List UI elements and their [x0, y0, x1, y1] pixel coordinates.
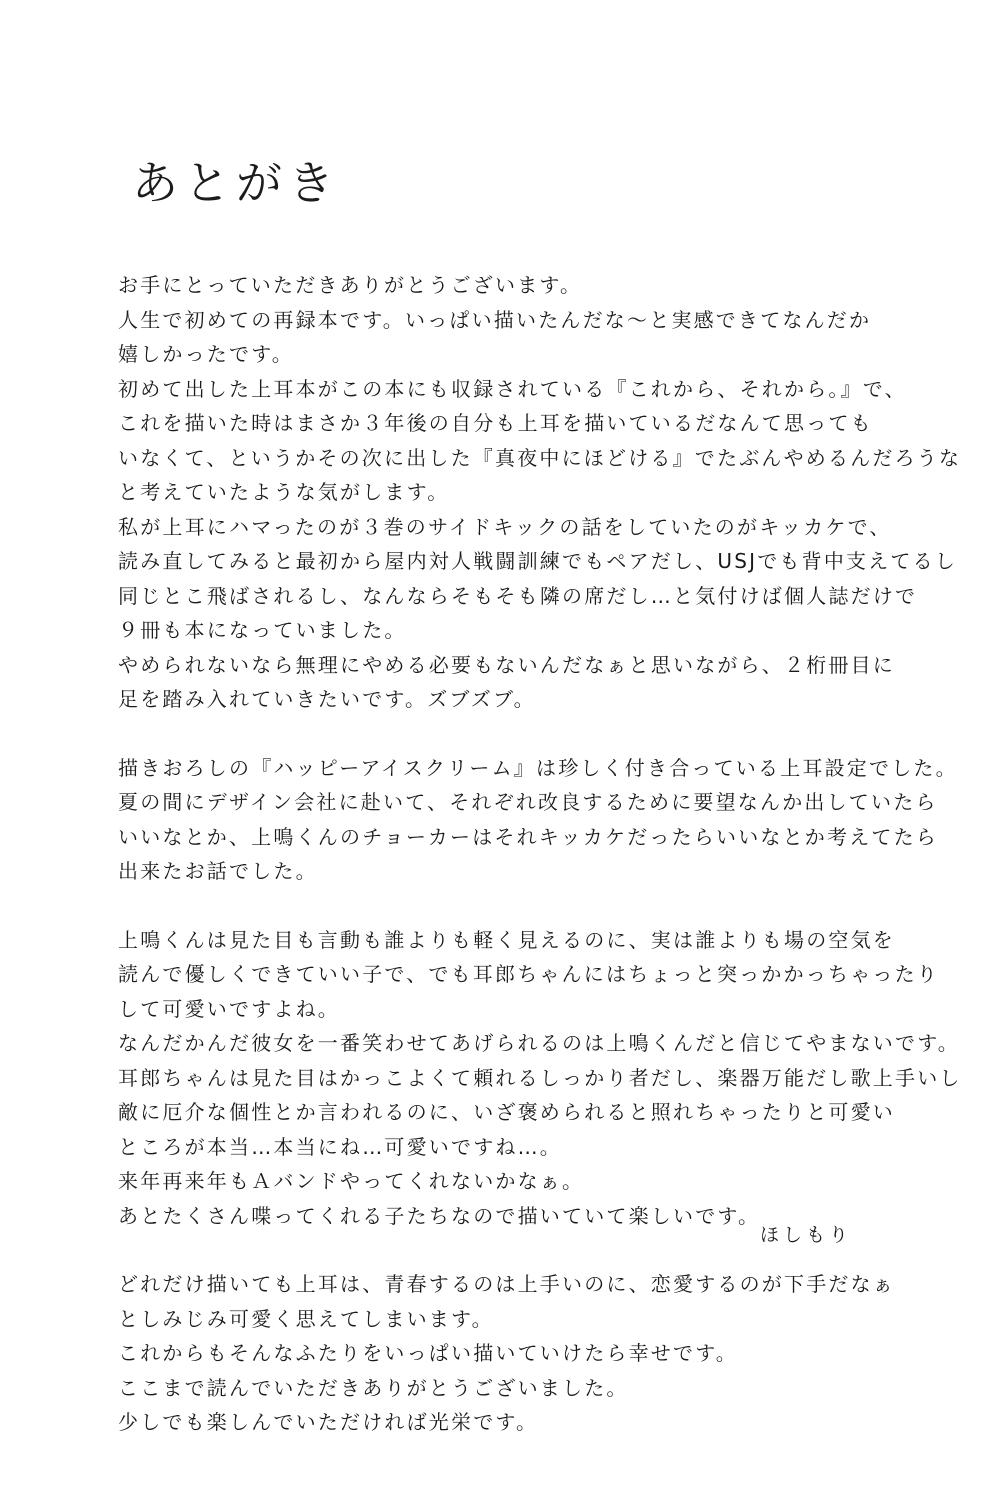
text-line: 同じとこ飛ばされるし、なんならそもそも隣の席だし…と気付けば個人誌だけで	[118, 583, 918, 608]
text-line: ところが本当…本当にね…可愛いですね…。	[118, 1134, 562, 1159]
text-line: 嬉しかったです。	[118, 342, 294, 366]
author-signature: ほしもり	[760, 1224, 853, 1246]
text-line: あとたくさん喋ってくれる子たちなので描いていて楽しいです。	[118, 1203, 761, 1228]
text-line: 読んで優しくできていい子で、でも耳郎ちゃんにはちょっと突っかかっちゃったり	[118, 962, 939, 986]
text-line: 人生で初めての再録本です。いっぱい描いたんだな〜と実感できてなんだか	[118, 307, 872, 332]
text-line: 描きおろしの『ハッピーアイスクリーム』は珍しく付き合っている上耳設定でした。	[118, 755, 958, 780]
text-line: なんだかんだ彼女を一番笑わせてあげられるのは上鳴くんだと信じてやまないです。	[118, 1031, 960, 1055]
text-line: 敵に厄介な個性とか言われるのに、いざ褒められると照れちゃったりと可愛い	[118, 1100, 895, 1124]
text-line: 初めて出した上耳本がこの本にも収録されている『これから、それから。』で、	[118, 376, 907, 401]
text-line: 少しでも楽しんでいただければ光栄です。	[118, 1410, 539, 1434]
text-line: お手にとっていただきありがとうございます。	[118, 273, 583, 297]
paragraph-4	[118, 1267, 895, 1440]
paragraph-2	[118, 751, 958, 889]
text-line: して可愛いですよね。	[118, 996, 340, 1021]
paragraph-1	[118, 268, 962, 717]
text-line: これを描いた時はまさか３年後の自分も上耳を描いているだなんて思っても	[118, 411, 873, 435]
text-line: 上鳴くんは見た目も言動も誰よりも軽く見えるのに、実は誰よりも場の空気を	[118, 927, 895, 952]
text-line: 私が上耳にハマったのが３巻のサイドキックの話をしていたのがキッカケで、	[118, 514, 892, 539]
page-title: あとがき	[132, 156, 340, 210]
text-line: ９冊も本になっていました。	[118, 618, 407, 642]
text-line: これからもそんなふたりをいっぱい描いていけたら幸せです。	[118, 1341, 738, 1365]
paragraph-3	[118, 923, 962, 1234]
text-line: いなくて、というかその次に出した『真夜中にほどける』でたぶんやめるんだろうな	[118, 445, 962, 470]
text-line: やめられないなら無理にやめる必要もないんだなぁと思いながら、２桁冊目に	[118, 652, 895, 677]
afterword-body	[118, 268, 962, 1474]
text-line: 読み直してみると最初から屋内対人戦闘訓練でもペアだし、USJでも背中支えてるし	[118, 549, 958, 573]
text-line: 夏の間にデザイン会社に赴いて、それぞれ改良するために要望なんか出していたら	[118, 790, 938, 814]
text-line: 足を踏み入れていきたいです。ズブズブ。	[118, 687, 536, 711]
text-line: としみじみ可愛く思えてしまいます。	[118, 1306, 494, 1331]
text-line: いいなとか、上鳴くんのチョーカーはそれキッカケだったらいいなとか考えてたら	[118, 824, 938, 849]
text-line: と考えていたような気がします。	[118, 480, 450, 504]
text-line: 来年再来年もＡバンドやってくれないかなぁ。	[118, 1169, 585, 1193]
text-line: 耳郎ちゃんは見た目はかっこよくて頼れるしっかり者だし、楽器万能だし歌上手いし	[118, 1065, 962, 1090]
text-line: どれだけ描いても上耳は、青春するのは上手いのに、恋愛するのが下手だなぁ	[118, 1272, 895, 1296]
text-line: ここまで読んでいただきありがとうございました。	[118, 1375, 629, 1400]
text-line: 出来たお話でした。	[118, 859, 318, 883]
